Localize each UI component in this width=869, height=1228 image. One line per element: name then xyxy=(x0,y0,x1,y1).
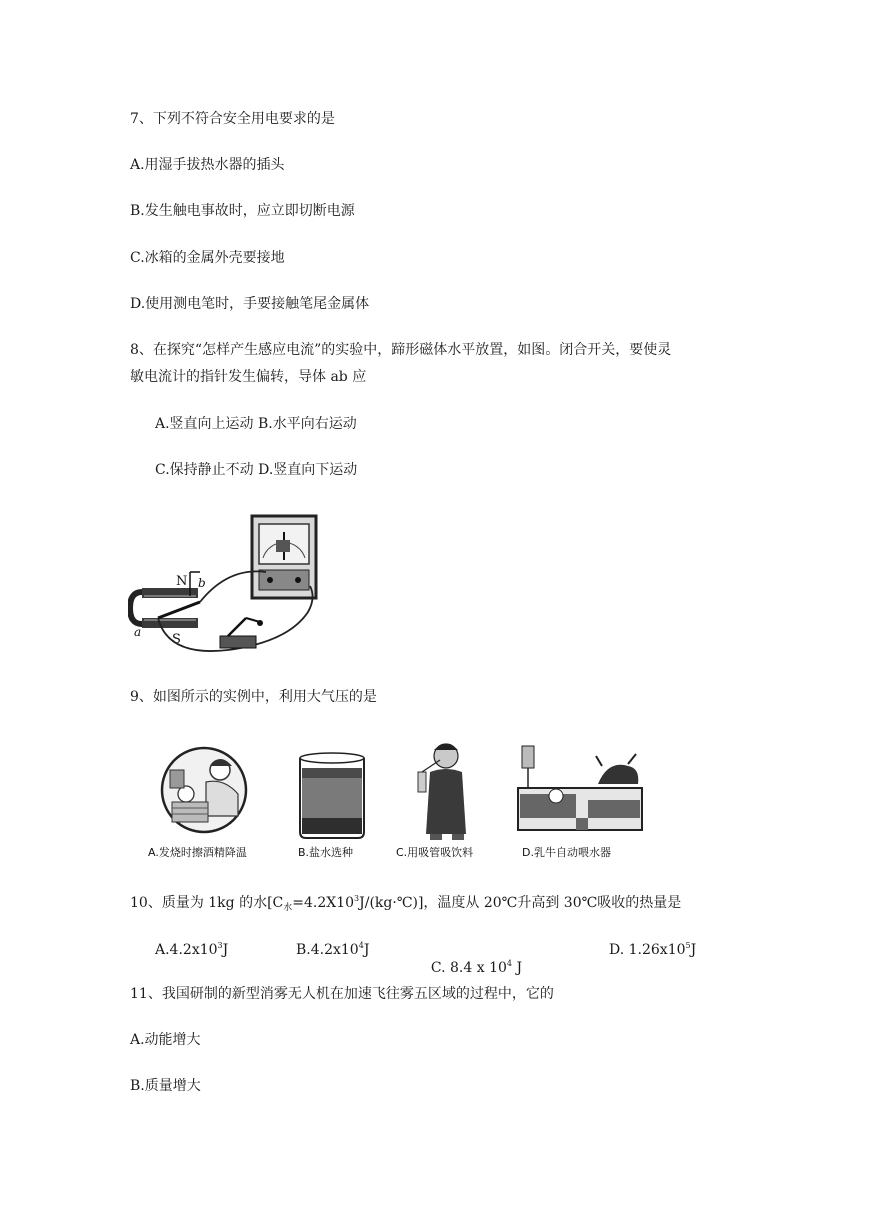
q8-stem-line1: 8、在探究“怎样产生感应电流”的实验中，蹄形磁体水平放置，如图。闭合开关，要使灵 xyxy=(130,342,672,358)
q11-option-b: B.质量增大 xyxy=(130,1078,201,1094)
label-b: b xyxy=(198,576,206,590)
galvanometer xyxy=(252,516,316,598)
q8-stem-line2: 敏电流计的指针发生偏转，导体 ab 应 xyxy=(130,369,367,385)
q9-stem: 9、如图所示的实例中，利用大气压的是 xyxy=(130,689,377,705)
induction-experiment-figure xyxy=(128,512,328,657)
q7-option-b: B.发生触电事故时，应立即切断电源 xyxy=(130,203,355,219)
q7-option-d: D.使用测电笔时，手要接触笔尾金属体 xyxy=(130,296,370,312)
q8-options-cd: C.保持静止不动 D.竖直向下运动 xyxy=(155,462,358,478)
q9-caption-d: D.乳牛自动喂水器 xyxy=(522,846,611,859)
atmospheric-pressure-examples-figure xyxy=(140,738,660,864)
q10-stem: 10、质量为 1kg 的水$[C_水=4.2X10^3J/(kg\cdot℃)]$，温度从 20℃升高到 30℃吸收的热量是 xyxy=(130,894,682,913)
label-a: a xyxy=(134,625,142,639)
q10-option-d: D. $1.26x10^5J$ xyxy=(609,941,697,958)
q9-caption-b: B.盐水选种 xyxy=(298,846,354,859)
q11-option-a: A.动能增大 xyxy=(130,1032,201,1048)
fever-cooling-image xyxy=(162,748,246,832)
q7-option-a: A.用湿手拔热水器的插头 xyxy=(130,157,285,173)
q10-option-a: $A.4.2x10^3J$ xyxy=(155,941,229,958)
q11-stem: 11、我国研制的新型消雾无人机在加速飞往雾五区域的过程中，它的 xyxy=(130,986,554,1002)
q9-caption-a: A.发烧时擦酒精降温 xyxy=(148,846,247,859)
q10-option-b: $B.4.2x10^4J$ xyxy=(296,941,370,958)
q9-caption-c: C.用吸管吸饮料 xyxy=(396,846,474,859)
q7-stem: 7、下列不符合安全用电要求的是 xyxy=(130,111,335,127)
q8-options-ab: A.竖直向上运动 B.水平向右运动 xyxy=(155,416,357,432)
q10-option-c: C. 8.4 x $10^4$ J xyxy=(430,959,523,976)
q7-option-c: C.冰箱的金属外壳要接地 xyxy=(130,250,285,266)
label-n: N xyxy=(176,574,188,589)
label-s: S xyxy=(172,632,181,647)
